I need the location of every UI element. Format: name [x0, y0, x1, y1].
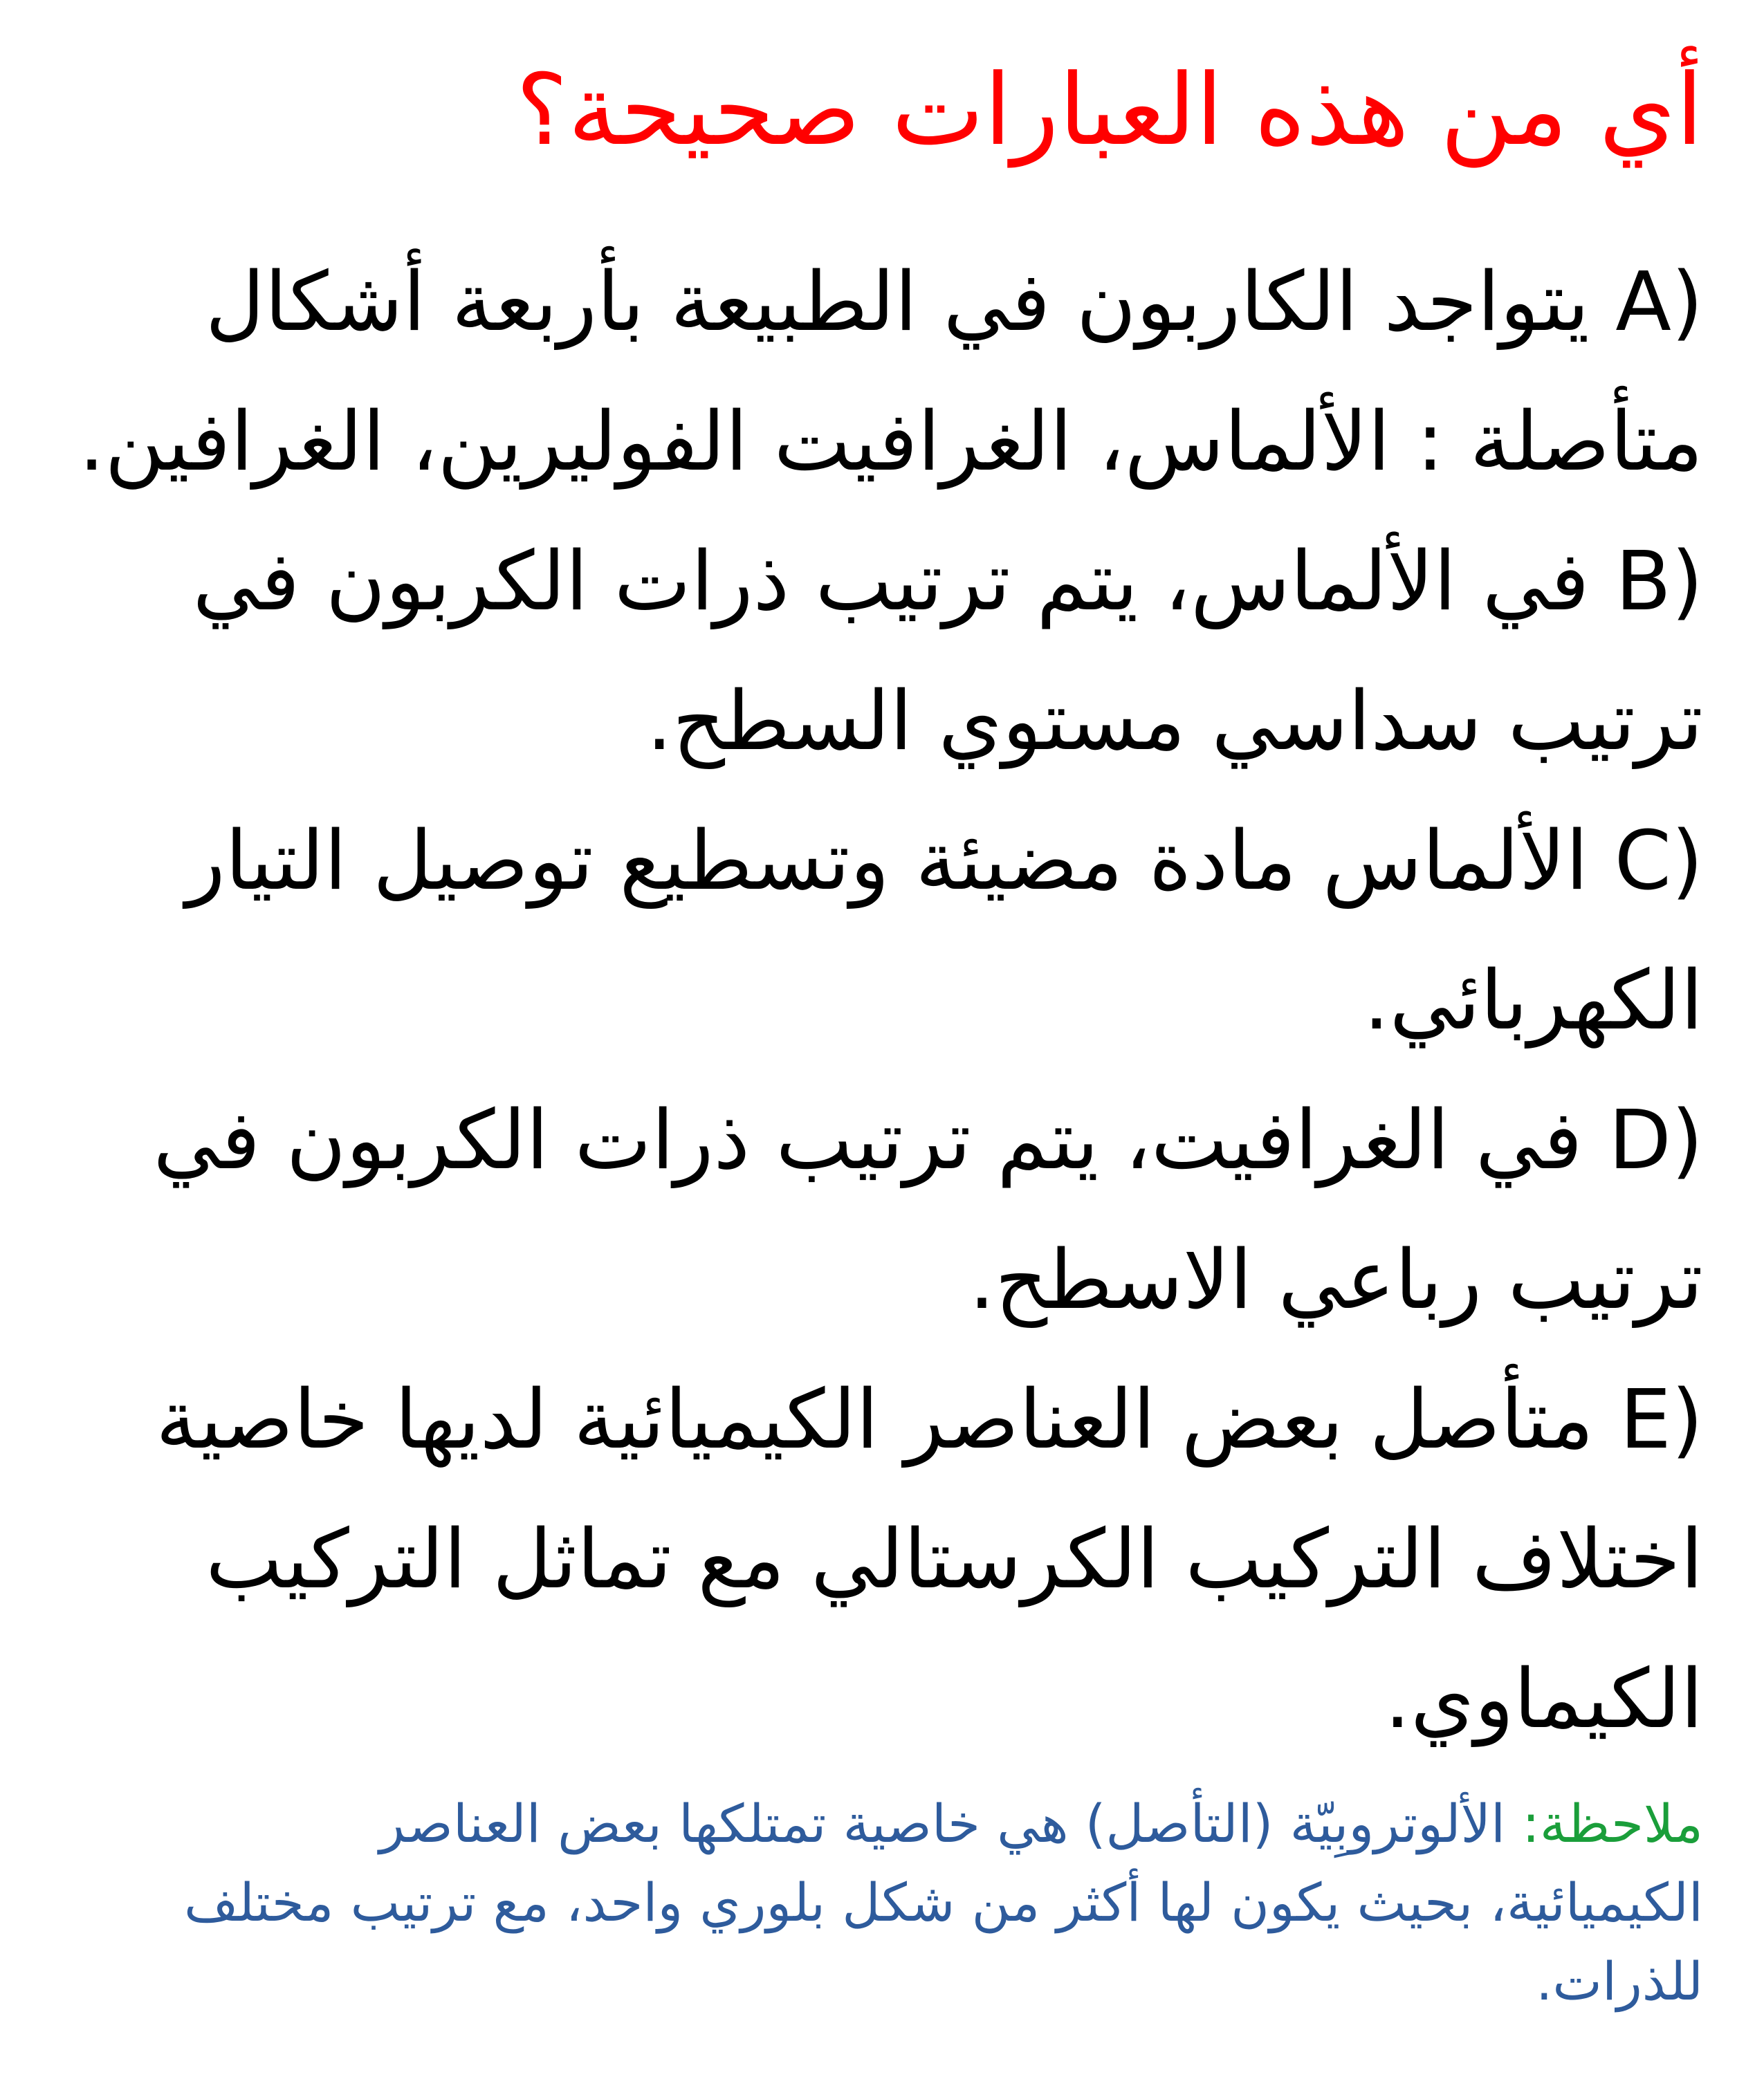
note-text-3: للذرات. [1536, 1950, 1703, 2012]
option-c [43, 791, 1703, 1070]
option-e [43, 1349, 1703, 1769]
option-d-text-1: في الغرافيت، يتم ترتيب ذرات الكربون في [153, 1092, 1609, 1188]
option-d-text-2: ترتيب رباعي الاسطح. [968, 1232, 1703, 1327]
option-d-line-1 [43, 1070, 1703, 1210]
note-text-1: الألوتروبِيّة (التأصل) هي خاصية تمتلكها بعض العناصر [379, 1793, 1523, 1854]
option-b-text-1: في الألماس، يتم ترتيب ذرات الكربون في [192, 533, 1615, 629]
option-b-text-2: ترتيب سداسي مستوي السطح. [646, 673, 1703, 768]
option-d [43, 1070, 1703, 1349]
options-list [43, 232, 1703, 1769]
option-e-line-1 [43, 1349, 1703, 1489]
option-a [43, 232, 1703, 511]
question-title: أي من هذه العبارات صحيحة؟ [515, 53, 1703, 167]
note [43, 1784, 1703, 2021]
option-a-text-1: يتواجد الكاربون في الطبيعة بأربعة أشكال [205, 254, 1616, 349]
note-text-2: الكيميائية، بحيث يكون لها أكثر من شكل بلوري واحد، مع ترتيب مختلف [183, 1872, 1703, 1933]
option-a-text-2: متأصلة : الألماس، الغرافيت الفوليرين، الغرافين. [78, 394, 1703, 489]
option-e-text-3: الكيماوي. [1384, 1651, 1703, 1746]
option-b-letter: B) [1615, 533, 1703, 629]
option-e-letter: E) [1619, 1372, 1703, 1467]
option-e-text-1: متأصل بعض العناصر الكيميائية لديها خاصية [156, 1372, 1620, 1467]
option-e-text-2: اختلاف التركيب الكرستالي مع تماثل التركيب [205, 1511, 1703, 1607]
note-line-1 [43, 1784, 1703, 1863]
option-c-text-1: الألماس مادة مضيئة وتسطيع توصيل التيار [185, 813, 1615, 908]
option-c-line-1 [43, 791, 1703, 930]
note-label: ملاحظة: [1522, 1793, 1703, 1854]
option-a-line-1 [43, 232, 1703, 371]
option-b-line-1 [43, 511, 1703, 651]
option-c-text-2: الكهربائي. [1363, 952, 1703, 1048]
option-d-letter: D) [1608, 1092, 1703, 1188]
option-c-letter: C) [1614, 813, 1703, 908]
option-b [43, 511, 1703, 791]
option-a-letter: A) [1615, 254, 1703, 349]
